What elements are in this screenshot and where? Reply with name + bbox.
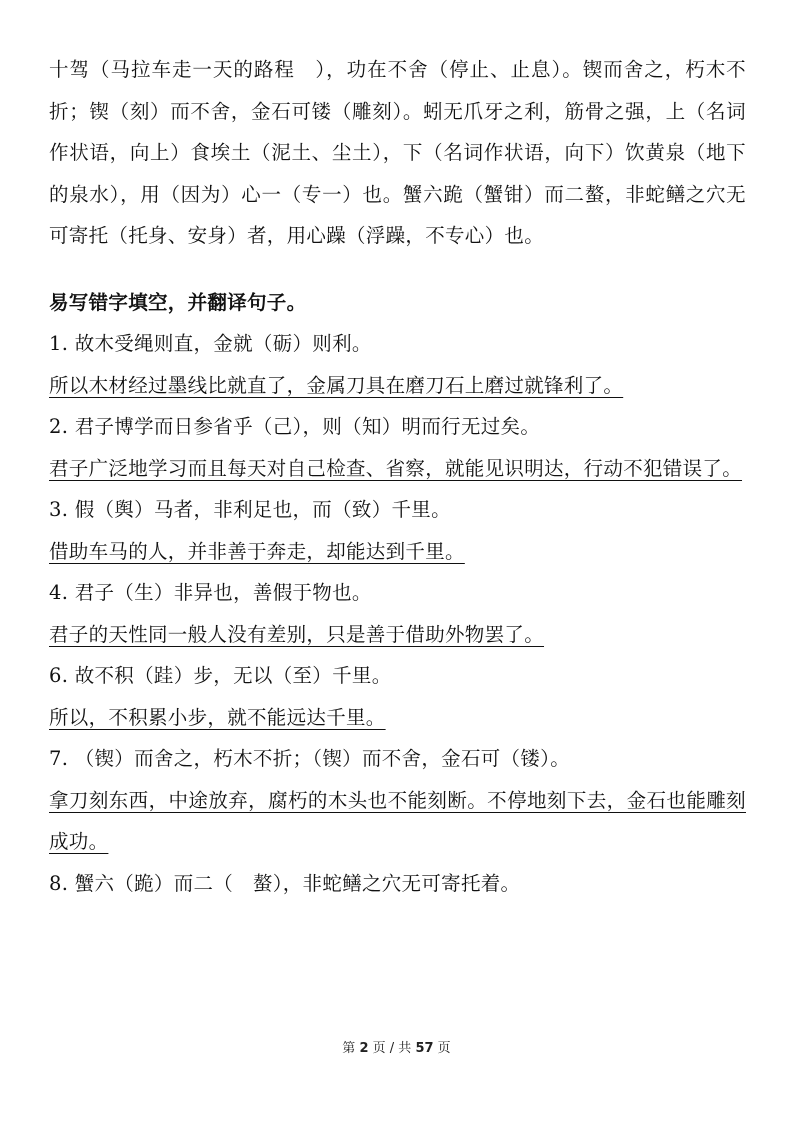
exercise-item <box>49 323 746 406</box>
exercise-item <box>49 655 746 738</box>
exercise-answer: 君子广泛地学习而且每天对自己检查、省察，就能见识明达，行动不犯错误了。 <box>49 456 743 480</box>
exercise-item <box>49 738 746 863</box>
exercise-answer: 所以木材经过墨线比就直了，金属刀具在磨刀石上磨过就锋利了。 <box>49 373 624 397</box>
exercise-list <box>49 323 746 904</box>
footer-suffix: 页 <box>437 1041 451 1056</box>
exercise-answer: 所以，不积累小步，就不能远达千里。 <box>49 705 386 729</box>
footer-prefix: 第 <box>342 1041 356 1056</box>
footer-middle: 页 / 共 <box>372 1041 412 1056</box>
page-footer <box>0 1037 793 1056</box>
exercise-answer: 借助车马的人，并非善于奔走，却能达到千里。 <box>49 539 465 563</box>
exercise-question: 8. 蟹六（跪）而二（ 螯），非蛇鳝之穴无可寄托着。 <box>49 871 521 895</box>
exercise-question: 4. 君子（生）非异也，善假于物也。 <box>49 581 372 604</box>
exercise-answer: 君子的天性同一般人没有差别，只是善于借助外物罢了。 <box>49 622 545 646</box>
exercise-item <box>49 406 746 489</box>
exercise-item <box>49 863 746 905</box>
current-page-number: 2 <box>359 1041 369 1056</box>
exercise-question: 2. 君子博学而日参省乎（己），则（知）明而行无过矣。 <box>49 415 541 438</box>
exercise-question: 1. 故木受绳则直，金就（砺）则利。 <box>49 332 372 355</box>
exercise-question: 3. 假（舆）马者，非利足也，而（致）千里。 <box>49 498 451 521</box>
section-heading: 易写错字填空，并翻译句子。 <box>49 290 307 314</box>
exercise-item <box>49 489 746 572</box>
page-content <box>49 49 746 904</box>
exercise-question: 7. （锲）而舍之，朽木不折；（锲）而不舍，金石可（镂）。 <box>49 747 571 770</box>
exercise-question: 6. 故不积（跬）步，无以（至）千里。 <box>49 664 392 687</box>
exercise-item <box>49 572 746 655</box>
exercise-answer: 拿刀刻东西，中途放弃，腐朽的木头也不能刻断。不停地刻下去，金石也能雕刻成功。 <box>49 788 746 853</box>
total-pages-number: 57 <box>415 1041 434 1056</box>
intro-paragraph: 十驾（马拉车走一天的路程 ），功在不舍（停止、止息）。锲而舍之，朽木不折；锲（刻）而不舍，金石可镂（雕刻）。蚓无爪牙之利，筋骨之强，上（名词作状语，向上）食埃土（泥土、尘土），下（名词作状语，向下）饮黄泉（地下的泉水），用（因为）心一（专一）也。蟹六跪（蟹钳）而二螯，非蛇鳝之穴无可寄托（托身、安身）者，用心躁（浮躁，不专心）也。 <box>49 58 746 247</box>
